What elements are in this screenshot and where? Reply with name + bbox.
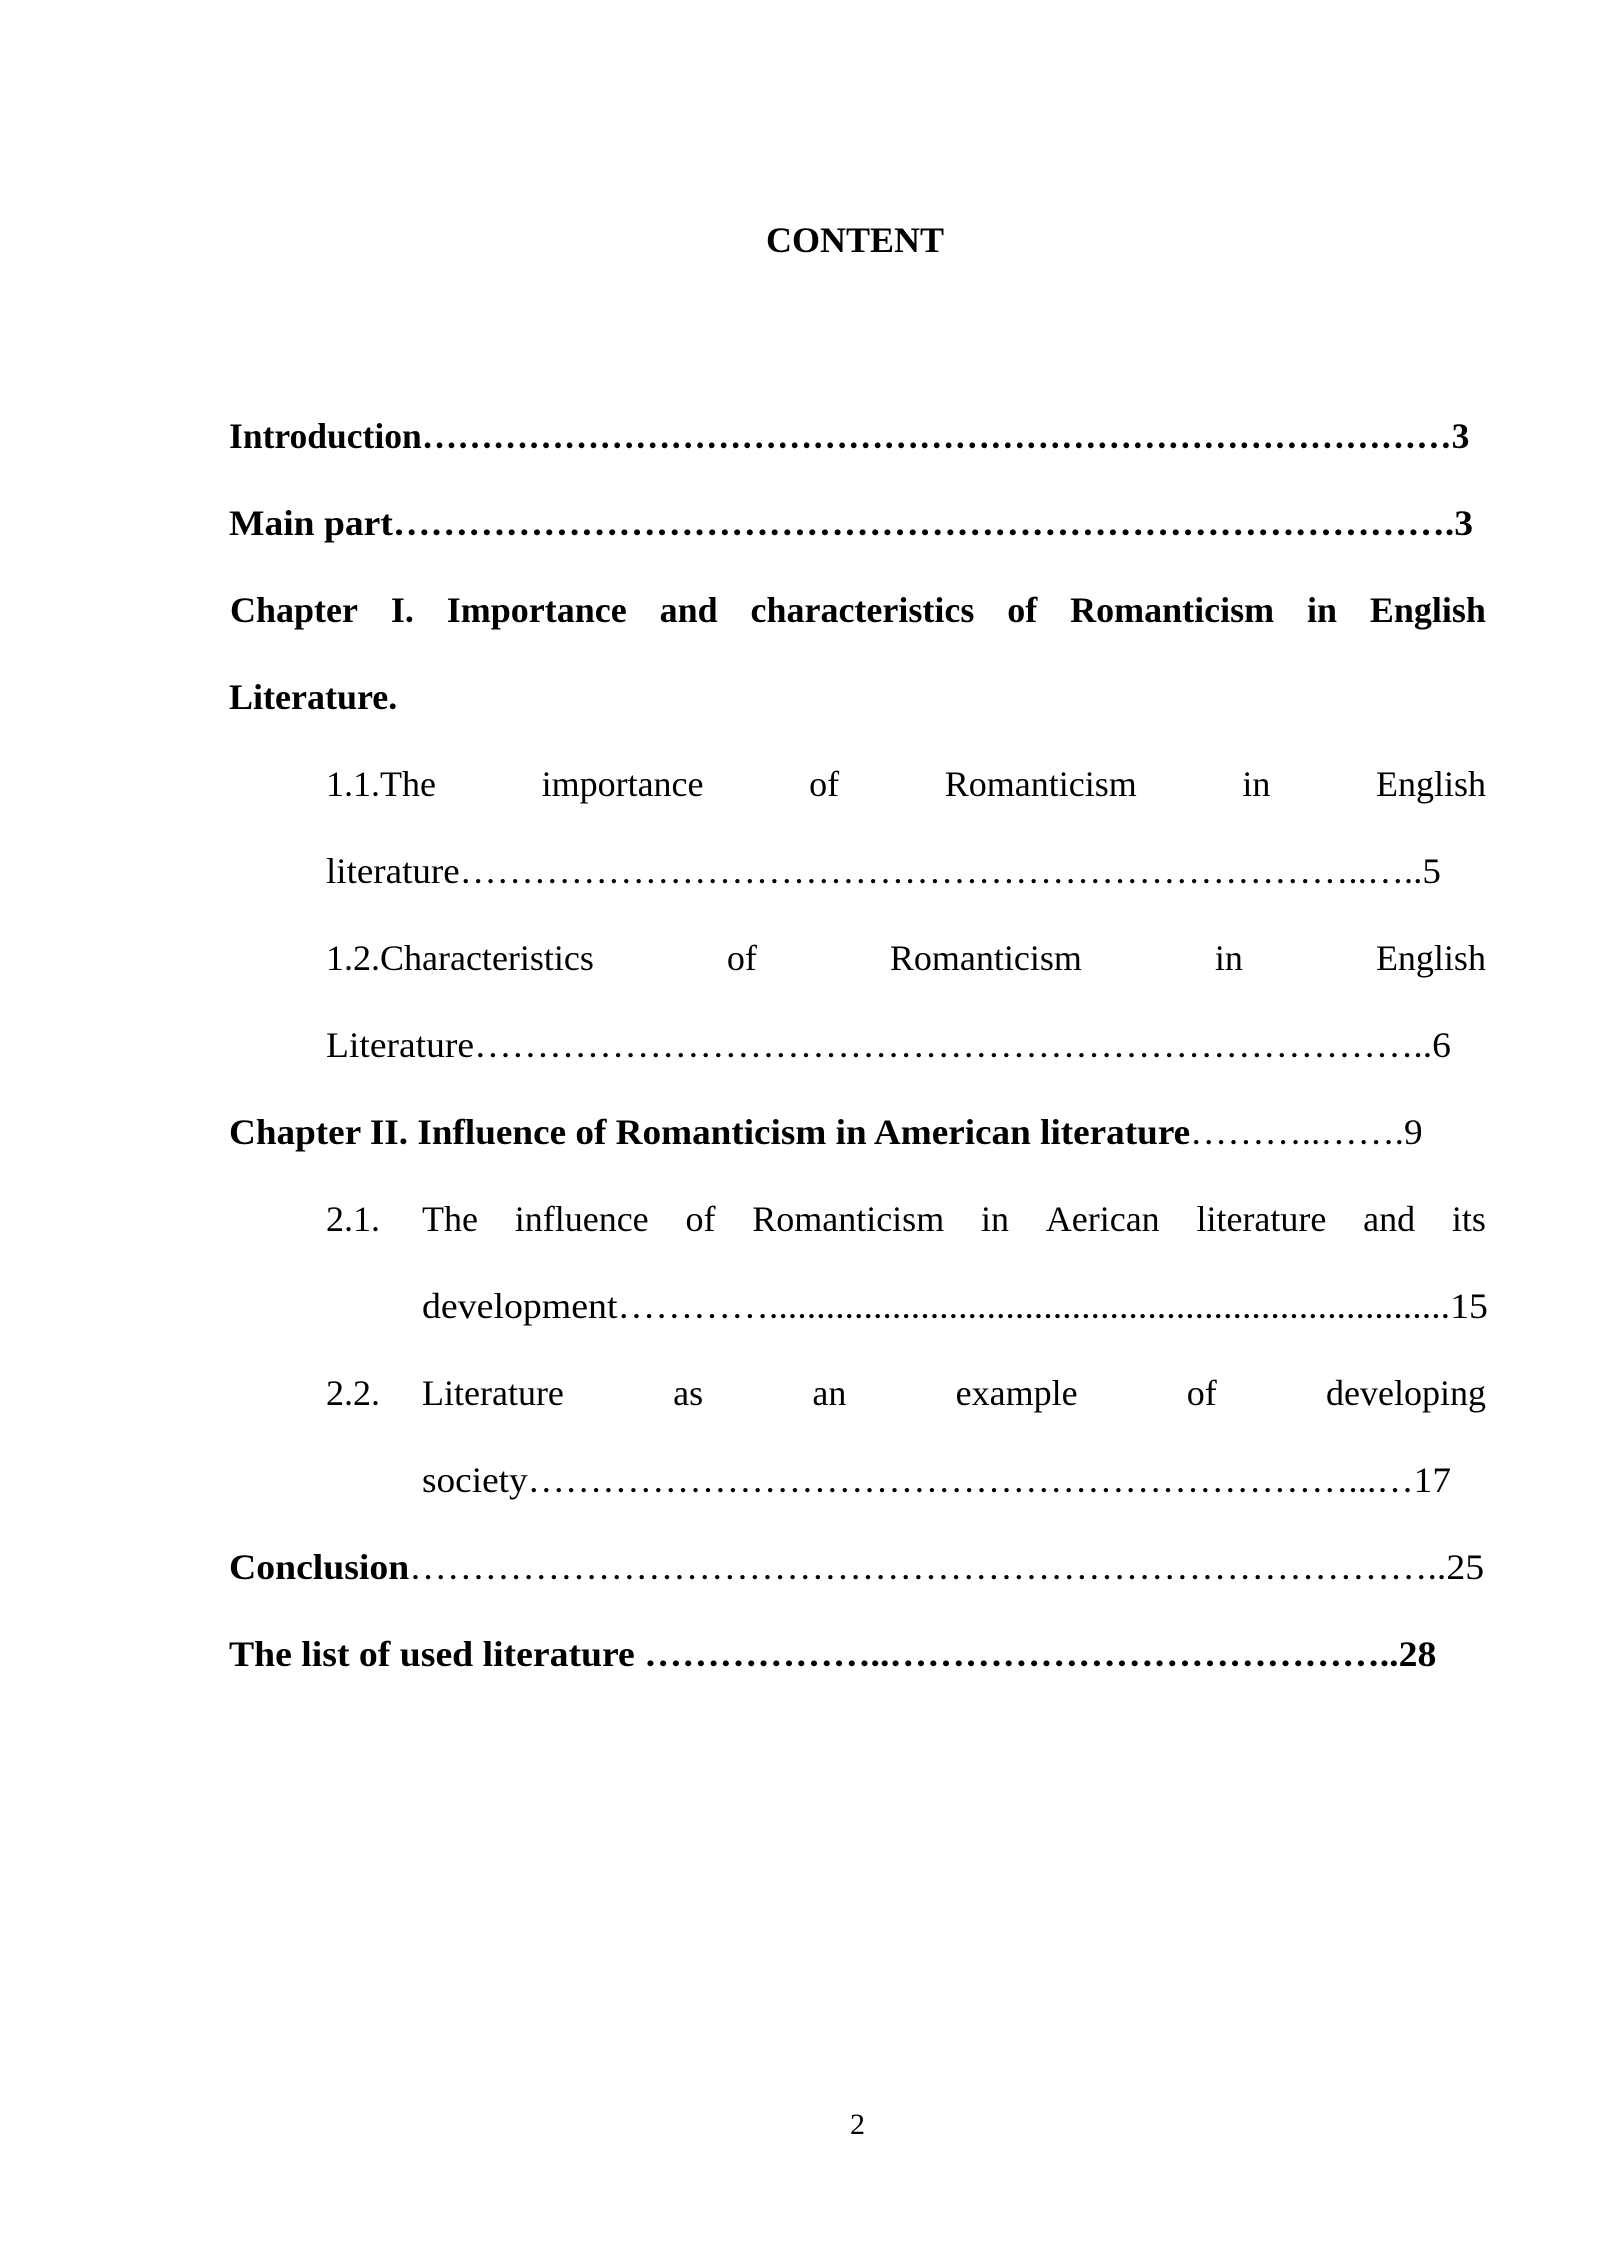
toc-word: The — [422, 1199, 478, 1239]
toc-section-1-2 — [326, 940, 1486, 976]
toc-word: English — [1375, 938, 1486, 978]
toc-main-part — [229, 505, 1473, 541]
toc-section-2-1 — [422, 1201, 1486, 1237]
toc-word: example — [955, 1373, 1078, 1413]
toc-chapter-2-label: Chapter II. Influence of Romanticism in American literature — [229, 1112, 1191, 1152]
toc-word: 1.1.The — [326, 764, 436, 804]
toc-word: Romanticism — [944, 764, 1137, 804]
page-title: CONTENT — [766, 220, 945, 260]
toc-word: of — [1186, 1373, 1217, 1413]
toc-section-2-1-cont: development…………........................................................................15 — [422, 1286, 1488, 1326]
toc-word: Importance — [446, 590, 627, 630]
toc-chapter-2 — [229, 1114, 1423, 1150]
toc-introduction-label: Introduction — [229, 416, 422, 456]
toc-word: of — [809, 764, 840, 804]
toc-word: its — [1451, 1199, 1486, 1239]
toc-word: in — [1214, 938, 1243, 978]
toc-conclusion-label: Conclusion — [229, 1547, 410, 1587]
toc-section-2-2-cont: society…………………………………………………………...…17 — [422, 1460, 1451, 1500]
toc-conclusion — [229, 1549, 1484, 1585]
toc-word: developing — [1326, 1373, 1486, 1413]
toc-word: as — [673, 1373, 704, 1413]
toc-word: Romanticism — [1070, 590, 1275, 630]
toc-word: I. — [390, 590, 414, 630]
toc-word: Romanticism — [889, 938, 1082, 978]
toc-used-literature-label: The list of used literature — [229, 1634, 645, 1674]
toc-word: importance — [541, 764, 704, 804]
toc-word: Aerican — [1045, 1199, 1160, 1239]
toc-word: an — [812, 1373, 847, 1413]
toc-main-part-leader: …………………………………………………………………………. — [392, 503, 1455, 543]
toc-word: Romanticism — [752, 1199, 945, 1239]
toc-section-1-2-cont: Literature…………………………………………………………………..6 — [326, 1025, 1451, 1065]
toc-word: and — [659, 590, 718, 630]
toc-word: Literature — [422, 1373, 564, 1413]
toc-word: Chapter — [230, 590, 358, 630]
toc-word: of — [726, 938, 757, 978]
toc-section-2-2 — [422, 1375, 1486, 1411]
toc-section-1-1-cont: literature………………………………………………………………..…..5 — [326, 851, 1441, 891]
toc-word: of — [1007, 590, 1038, 630]
toc-chapter-1-heading — [230, 592, 1486, 628]
toc-conclusion-leader: ………………………………………………………………………..25 — [409, 1547, 1485, 1587]
toc-used-literature-leader: ………………..…………………………………..28 — [644, 1634, 1437, 1674]
toc-section-2-2-number: 2.2. — [326, 1373, 380, 1413]
toc-introduction-leader: …………………………………………………………………………… — [421, 416, 1452, 456]
toc-word: and — [1363, 1199, 1416, 1239]
page-number: 2 — [850, 2108, 865, 2141]
toc-word: literature — [1196, 1199, 1327, 1239]
toc-main-part-label: Main part — [229, 503, 393, 543]
toc-main-part-page: 3 — [1454, 503, 1473, 543]
toc-word: in — [1242, 764, 1271, 804]
toc-word: characteristics — [750, 590, 975, 630]
toc-used-literature — [229, 1636, 1436, 1672]
toc-introduction-page: 3 — [1451, 416, 1470, 456]
toc-section-1-1 — [326, 766, 1486, 802]
toc-word: of — [685, 1199, 716, 1239]
toc-introduction — [229, 418, 1469, 454]
toc-chapter-2-leader: ………..…….9 — [1190, 1112, 1423, 1152]
toc-word: English — [1369, 590, 1486, 630]
toc-word: in — [980, 1199, 1009, 1239]
toc-chapter-1-heading-cont: Literature. — [229, 677, 398, 717]
toc-section-2-1-number: 2.1. — [326, 1199, 380, 1239]
toc-word: in — [1306, 590, 1337, 630]
toc-word: 1.2.Characteristics — [326, 938, 594, 978]
toc-word: English — [1375, 764, 1486, 804]
toc-word: influence — [514, 1199, 649, 1239]
